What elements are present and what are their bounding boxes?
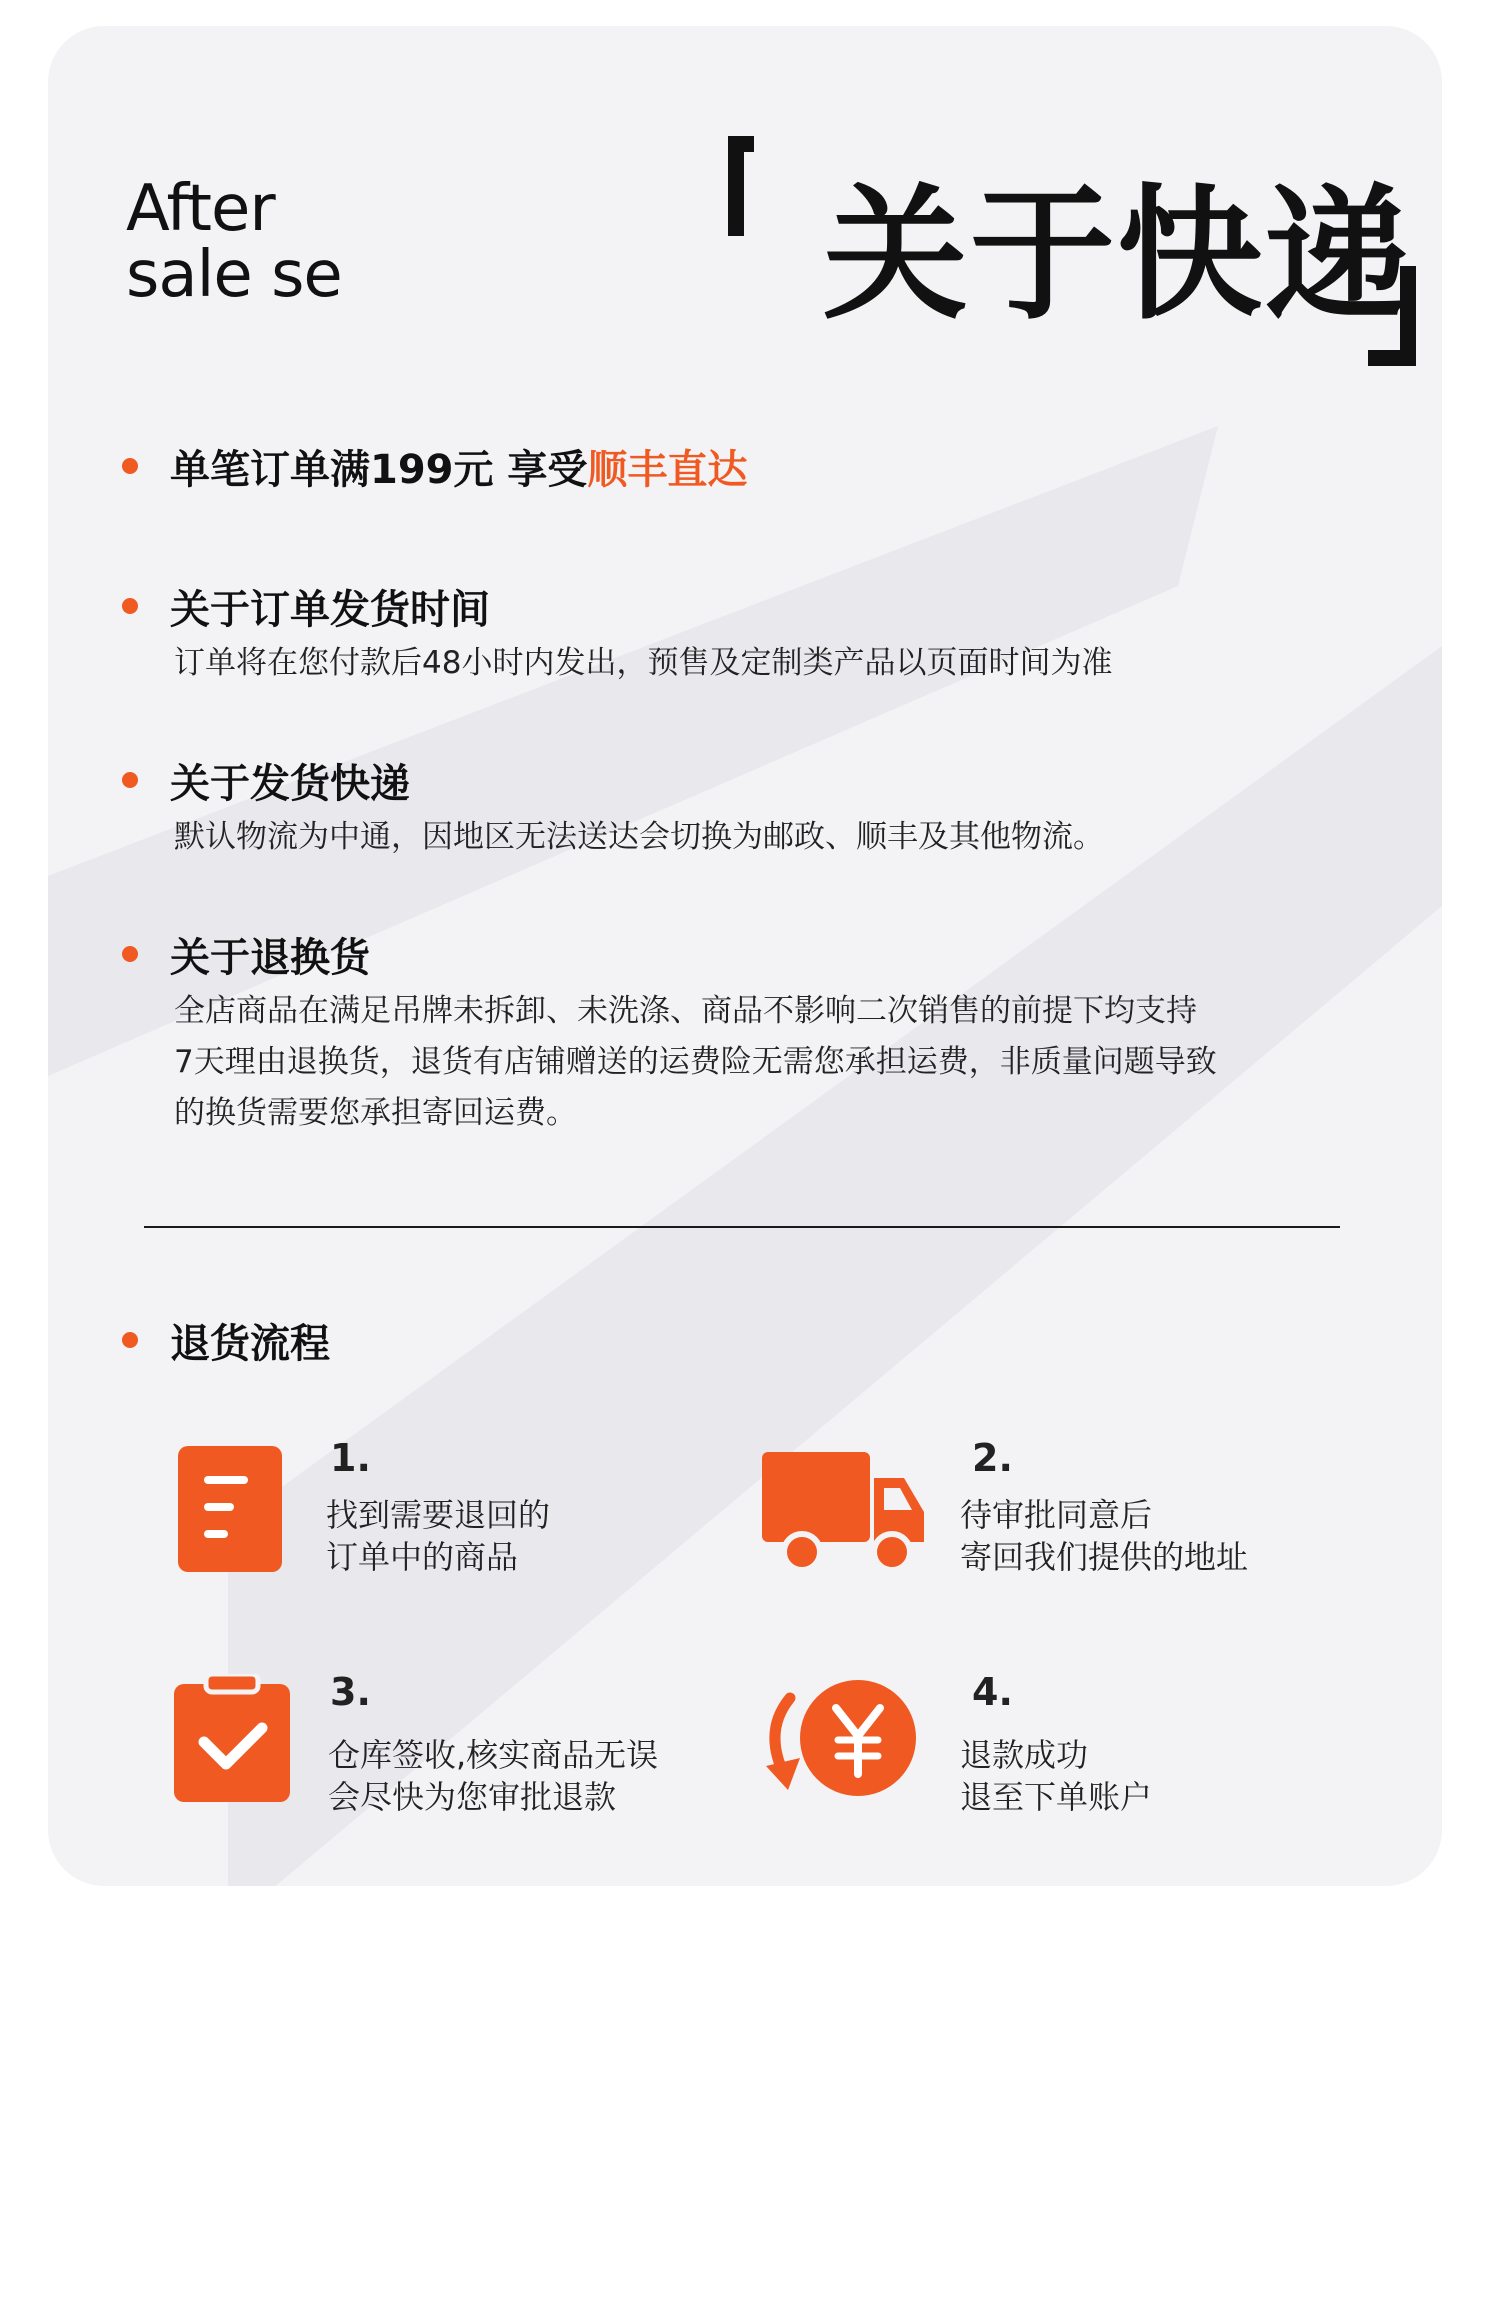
bullet-dot <box>122 458 138 474</box>
step-number: 4. <box>972 1670 1013 1714</box>
offer-text: 单笔订单满199元 享受 <box>170 447 588 493</box>
bullet-dot <box>122 772 138 788</box>
section-body-ship-time <box>174 638 1112 689</box>
section-body-courier <box>174 812 1104 863</box>
chinese-title <box>728 136 1428 376</box>
section-body-returns <box>174 986 1217 1139</box>
section-title-shipping-offer <box>170 438 747 495</box>
english-title-line1: After <box>126 172 275 246</box>
section-title-courier: 关于发货快递 <box>170 761 410 807</box>
step-line: 退至下单账户 <box>960 1778 1153 1816</box>
body-line: 的换货需要您承担寄回运费。 <box>174 1095 577 1131</box>
step-number: 2. <box>972 1436 1013 1480</box>
step-number: 1. <box>330 1436 371 1480</box>
document-list-icon <box>178 1446 282 1572</box>
step-line: 待审批同意后 <box>960 1496 1153 1534</box>
bullet-dot <box>122 1332 138 1348</box>
step-line: 仓库签收,核实商品无误 <box>328 1736 659 1774</box>
step-line: 寄回我们提供的地址 <box>960 1538 1249 1576</box>
right-corner-bracket <box>1368 266 1416 366</box>
step-line: 会尽快为您审批退款 <box>328 1778 617 1816</box>
yuan-refund-icon <box>748 1678 918 1806</box>
step-line: 退款成功 <box>960 1736 1089 1774</box>
step-line: 订单中的商品 <box>326 1538 519 1576</box>
step-text <box>960 1494 1248 1578</box>
section-title-ship-time: 关于订单发货时间 <box>170 587 490 633</box>
step-text <box>328 1734 658 1818</box>
bullet-dot <box>122 946 138 962</box>
step-text <box>960 1734 1152 1818</box>
section-title-returns: 关于退换货 <box>170 935 370 981</box>
step-number: 3. <box>330 1670 371 1714</box>
after-sale-card <box>48 26 1442 1886</box>
bullet-dot <box>122 598 138 614</box>
body-line: 7天理由退换货，退货有店铺赠送的运费险无需您承担运费，非质量问题导致 <box>174 1044 1217 1080</box>
process-title: 退货流程 <box>170 1321 330 1367</box>
chinese-title-text: 关于快递 <box>823 171 1411 340</box>
clipboard-check-icon <box>174 1674 290 1802</box>
english-title-line2: sale se <box>126 238 342 312</box>
step-line: 找到需要退回的 <box>326 1496 551 1534</box>
body-line: 全店商品在满足吊牌未拆卸、未洗涤、商品不影响二次销售的前提下均支持 <box>174 993 1197 1029</box>
delivery-truck-icon <box>762 1452 926 1576</box>
offer-highlight: 顺丰直达 <box>587 447 748 493</box>
step-text <box>326 1494 550 1578</box>
english-title <box>126 172 342 312</box>
section-divider <box>144 1226 1340 1228</box>
body-line: 默认物流为中通，因地区无法送达会切换为邮政、顺丰及其他物流。 <box>174 819 1104 855</box>
body-line: 订单将在您付款后48小时内发出，预售及定制类产品以页面时间为准 <box>174 645 1113 681</box>
left-corner-bracket <box>728 136 754 236</box>
